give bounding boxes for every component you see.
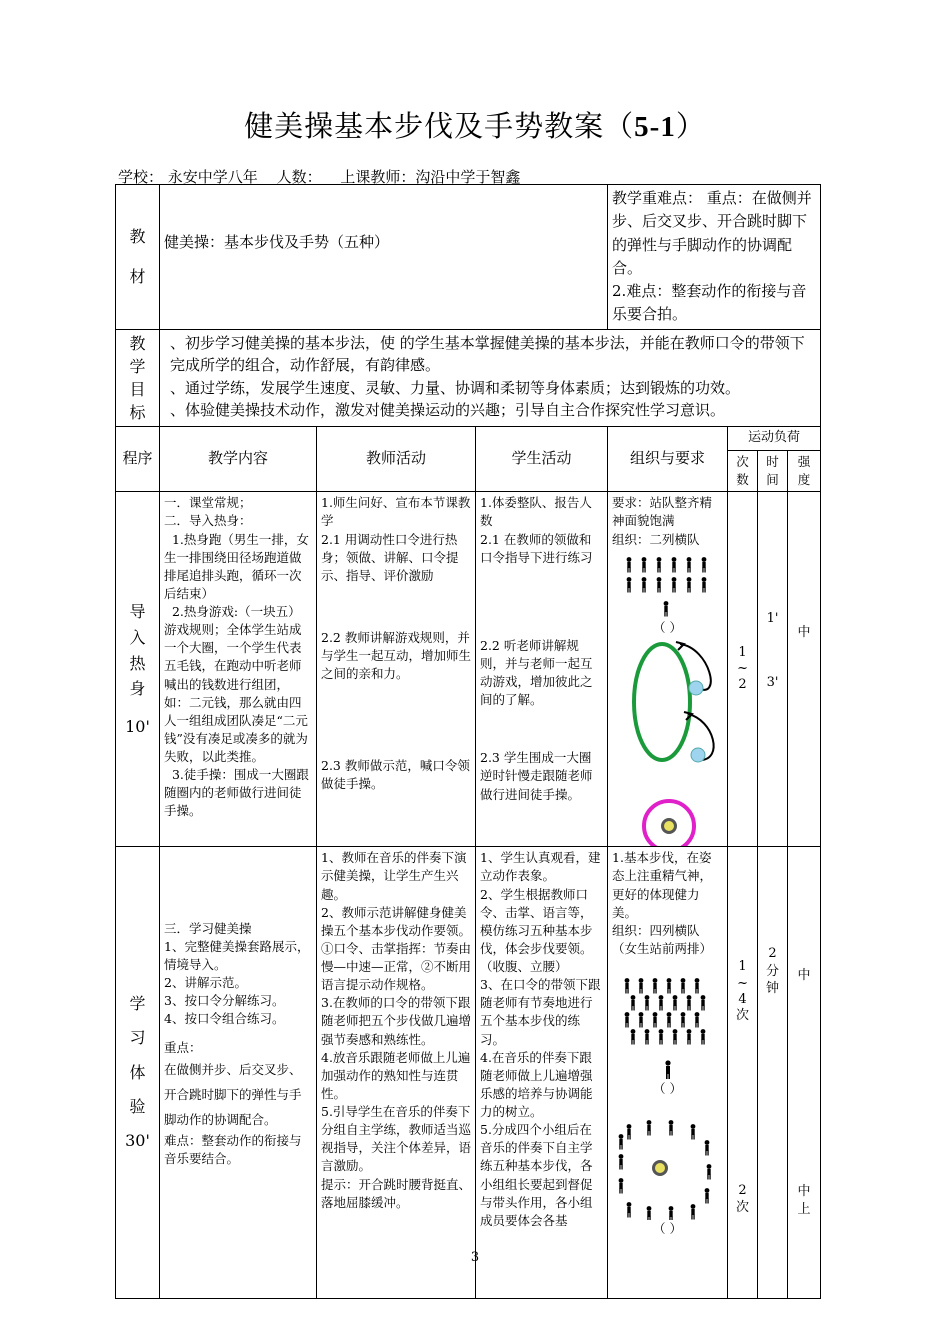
student-figure-icon — [666, 978, 671, 993]
green-circle — [634, 644, 690, 760]
header-org: 组织与要求 — [608, 427, 728, 492]
student-figure-icon — [626, 577, 631, 592]
student-figure-icon — [690, 1124, 695, 1139]
header-student: 学生活动 — [476, 427, 608, 492]
student-figure-icon — [701, 577, 706, 592]
student-figure-icon — [671, 557, 676, 572]
student-figure-icon — [626, 1124, 631, 1139]
warmup-student: 1.体委整队、报告人数 2.1 在教师的领做和口令指导下进行练习 2.2 听老师讲解规则，并与老师一起互动游戏，增加彼此之间的了解。 2.3 学生围成一大圈逆时针慢走跟随老师做行进间徒手操。 — [476, 492, 608, 847]
student-figure-icon — [658, 995, 663, 1010]
learn-label: 学 习 体 验 30' — [116, 847, 160, 1299]
student-figure-icon — [690, 1204, 695, 1219]
warmup-duration: 1' 3' — [758, 492, 788, 847]
student-figure-icon — [671, 577, 676, 592]
student-figure-icon — [658, 1029, 663, 1044]
circle-formation-diagram — [620, 640, 728, 847]
teacher-mark: （ ） — [653, 619, 682, 635]
student-figure-icon — [641, 577, 646, 592]
lesson-plan-table — [115, 184, 821, 1299]
student-figure-icon — [646, 1120, 651, 1135]
learn-org: 1.基本步伐，在姿态上注重精气神，更好的体现健力美。 组织：四列横队（女生站前两排） （ ） （ ） — [608, 847, 728, 1299]
learn-duration: 2 分 钟 — [758, 847, 788, 1299]
warmup-intensity: 中 — [788, 492, 821, 847]
student-figure-icon — [630, 1029, 635, 1044]
teacher-text: 上课教师：沟沿中学于智鑫 — [340, 168, 521, 186]
learn-teacher: 1、教师在音乐的伴奏下演示健美操，让学生产生兴趣。 2、教师示范讲解健身健美操五个基本步伐动作要领。 ①口令、击掌指挥：节奏由慢—中速—正常，②不断用语言提示动作规格。 3.在教师的口令的带领下跟随老师把五个步伐做几遍增强节奏感和熟练性。 4.放音乐跟随老师做上儿遍加强动作的熟知性与连贯性。 5.引导学生在音乐的伴奏下分组自主学练，教师适当巡视指导，关注个体差异，语言激励。 提示：开合跳时腰背挺直、落地屈膝缓冲。 — [317, 847, 476, 1299]
student-figure-icon — [686, 557, 691, 572]
student-figure-icon — [680, 978, 685, 993]
group-square-formation — [618, 1120, 718, 1220]
student-figure-icon — [644, 1029, 649, 1044]
student-face-icon — [689, 681, 703, 695]
teacher-face-inner — [664, 821, 674, 831]
key-points: 教学重难点： 重点：在做侧并步、后交叉步、开合跳时脚下的弹性与手脚动作的协调配合。 2.难点：整套动作的衔接与音乐要合拍。 — [608, 185, 821, 330]
header-teacher: 教师活动 — [317, 427, 476, 492]
student-figure-icon — [686, 995, 691, 1010]
student-figure-icon — [618, 1134, 623, 1149]
student-figure-icon — [656, 557, 661, 572]
warmup-times: 1 ~ 2 — [728, 492, 758, 847]
learn-student: 1、学生认真观看，建立动作表象。 2、学生根据教师口令、击掌、语言等，模仿练习五种基本步伐，体会步伐要领。（收腹、立腰） 3、在口令的带领下跟随老师有节奏地进行五个基本步伐的练习。 4.在音乐的伴奏下跟随老师做上儿遍增强乐感的培养与协调能力的树立。 5.分成四个小组后在音乐的伴奏下自主学练五种基本步伐，各小组组长要起到督促与带头作用，各小组成员要体会各基 — [476, 847, 608, 1299]
teacher-face-inner — [655, 1163, 665, 1173]
student-figure-icon — [704, 1188, 709, 1203]
student-figure-icon — [672, 1029, 677, 1044]
student-figure-icon — [638, 1012, 643, 1027]
student-figure-icon — [641, 557, 646, 572]
student-figure-icon — [652, 1012, 657, 1027]
warmup-org: 要求：站队整齐精神面貌饱满 组织：二列横队 （ ） — [608, 492, 728, 847]
student-figure-icon — [700, 1029, 705, 1044]
header-intensity: 强度 — [788, 451, 821, 492]
student-figure-icon — [686, 577, 691, 592]
student-figure-icon — [652, 978, 657, 993]
student-figure-icon — [672, 995, 677, 1010]
student-figure-icon — [663, 601, 668, 616]
goal-item: 、通过学练，发展学生速度、灵敏、力量、协调和柔韧等身体素质；达到锻炼的功效。 — [170, 378, 741, 397]
header-load: 运动负荷 — [728, 427, 821, 451]
student-figure-icon — [624, 978, 629, 993]
header-content: 教学内容 — [160, 427, 317, 492]
learn-content: 三．学习健美操 1、完整健美操套路展示，情境导入。 2、讲解示范。 3、按口令分解练习。 4、按口令组合练习。 重点： 在做侧并步、后交叉步、开合跳时脚下的弹性与手脚动作的协调配合。 难点：整套动作的衔接与音乐要结合。 — [160, 847, 317, 1299]
student-figure-icon — [694, 1012, 699, 1027]
student-figure-icon — [630, 995, 635, 1010]
student-figure-icon — [694, 978, 699, 993]
student-figure-icon — [686, 1029, 691, 1044]
teacher-mark: （ ） — [653, 1221, 682, 1237]
teacher-figure-icon — [658, 1060, 678, 1080]
learn-intensity: 中 中 上 — [788, 847, 821, 1299]
student-figure-icon — [700, 995, 705, 1010]
two-rows-formation — [618, 553, 718, 625]
material-label: 教 材 — [116, 185, 160, 330]
count-text: 人数： — [276, 168, 322, 186]
student-figure-icon — [706, 1164, 711, 1179]
four-rows-formation — [618, 976, 718, 1046]
student-figure-icon — [626, 1202, 631, 1217]
student-face-icon — [691, 748, 705, 762]
student-figure-icon — [680, 1012, 685, 1027]
student-figure-icon — [668, 1206, 673, 1220]
goal-item: 、初步学习健美操的基本步法，使 的学生基本掌握健美操的基本步法，并能在教师口令的带领下完成所学的组合，动作舒展，有韵律感。 — [170, 333, 805, 374]
goals-label: 教 学 目 标 — [116, 329, 160, 427]
page-title: 健美操基本步伐及手势教案（5-1） — [244, 109, 706, 143]
goal-item: 、体验健美操技术动作，激发对健美操运动的兴趣；引导自主合作探究性学习意识。 — [170, 401, 726, 419]
warmup-label: 导 入 热 身 10' — [116, 492, 160, 847]
warmup-teacher: 1.师生问好、宣布本节课教学 2.1 用调动性口令进行热身；领做、讲解、口令提示、指导、评价激励 2.2 教师讲解游戏规则，并与学生一起互动，增加师生之间的亲和力。 2.3 教师做示范，喊口令领做徒手操。 — [317, 492, 476, 847]
header-duration: 时间 — [758, 451, 788, 492]
learn-times: 1 ~ 4 次 2 次 — [728, 847, 758, 1299]
student-figure-icon — [624, 1012, 629, 1027]
student-figure-icon — [656, 577, 661, 592]
arrow-head-icon — [676, 642, 684, 650]
student-figure-icon — [638, 978, 643, 993]
student-figure-icon — [618, 1178, 623, 1193]
page-number: 3 — [470, 1250, 480, 1265]
teacher-mark: （ ） — [653, 1081, 682, 1097]
student-figure-icon — [626, 557, 631, 572]
student-figure-icon — [644, 995, 649, 1010]
student-figure-icon — [666, 1012, 671, 1027]
goals-content — [160, 329, 821, 427]
header-program: 程序 — [116, 427, 160, 492]
school-text: 学校： 永安中学八年 — [118, 168, 258, 186]
material-content: 健美操：基本步伐及手势（五种） — [160, 185, 608, 330]
student-figure-icon — [701, 557, 706, 572]
student-figure-icon — [704, 1140, 709, 1155]
student-figure-icon — [668, 1120, 673, 1135]
student-figure-icon — [618, 1154, 623, 1169]
student-figure-icon — [646, 1206, 651, 1220]
warmup-content: 一．课堂常规； 二．导入热身： 1.热身跑（男生一排，女生一排围绕田径场跑道做排尾追排头跑，循环一次后结束） 2.热身游戏:（一块五）游戏规则；全体学生站成一个大圈，一个学生代表五毛钱，在跑动中听老师喊出的钱数进行组团，如：二元钱，那么就由四人一组组成团队凑足“二元钱”没有凑足或凑多的就为失败，以此类推。 3.徒手操：围成一大圈跟随圈内的老师做行进间徒手操。 — [160, 492, 317, 847]
header-times: 次数 — [728, 451, 758, 492]
